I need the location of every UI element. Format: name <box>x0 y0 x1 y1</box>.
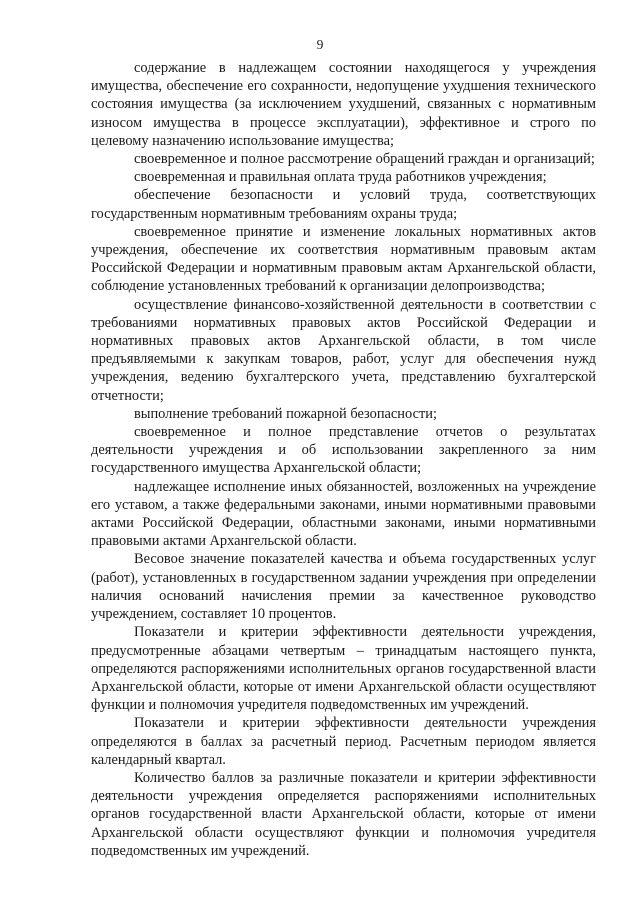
document-body <box>91 59 596 860</box>
paragraph: своевременное принятие и изменение локальных нормативных актов учреждения, обеспечение их соответствия нормативным правовым актам Российской Федерации и нормативным правовым актам Архангельской области, соблюдение установленных требований к организации делопроизводства; <box>91 223 596 295</box>
paragraph: Весовое значение показателей качества и объема государственных услуг (работ), установленных в государственном задании учреждения при определении наличия оснований начисления премии за качественное руководство учреждением, составляет 10 процентов. <box>91 551 596 623</box>
paragraph: своевременная и правильная оплата труда работников учреждения; <box>134 169 547 186</box>
paragraph: своевременное и полное рассмотрение обращений граждан и организаций; <box>134 151 595 168</box>
paragraph: надлежащее исполнение иных обязанностей, возложенных на учреждение его уставом, а также федеральными законами, иными нормативными правовыми актами Российской Федерации, областными законами, иными нормативными правовыми актами Архангельской области. <box>91 478 596 550</box>
paragraph: Количество баллов за различные показатели и критерии эффективности деятельности учреждения определяется распоряжениями исполнительных органов государственной власти Архангельской области, которые от имени Архангельской области осуществляют функции и полномочия учредителя подведомственных им учреждений. <box>91 769 596 859</box>
page-number: 9 <box>316 37 324 52</box>
paragraph: выполнение требований пожарной безопасности; <box>134 405 437 422</box>
paragraph: Показатели и критерии эффективности деятельности учреждения, предусмотренные абзацами четвертым – тринадцатым настоящего пункта, определяются распоряжениями исполнительных органов государственной власти Архангельской области, которые от имени Архангельской области осуществляют функции и полномочия учредителя подведомственных им учреждений. <box>91 624 596 714</box>
paragraph: осуществление финансово-хозяйственной деятельности в соответствии с требованиями нормативных правовых актов Российской Федерации и нормативных правовых актов Архангельской области, в том числе предъявляемыми к закупкам товаров, работ, услуг для обеспечения нужд учреждения, ведению бухгалтерского учета, представлению бухгалтерской отчетности; <box>91 296 596 404</box>
paragraph: своевременное и полное представление отчетов о результатах деятельности учреждения и об использовании закрепленного за ним государственного имущества Архангельской области; <box>91 424 596 477</box>
paragraph: обеспечение безопасности и условий труда, соответствующих государственным нормативным требованиям охраны труда; <box>91 187 596 222</box>
paragraph: Показатели и критерии эффективности деятельности учреждения определяются в баллах за расчетный период. Расчетным периодом является календарный квартал. <box>91 715 596 768</box>
paragraph: содержание в надлежащем состоянии находящегося у учреждения имущества, обеспечение его сохранности, недопущение ухудшения технического состояния имущества (за исключением ухудшений, связанных с нормативным износом имущества в процессе эксплуатации), эффективное и строго по целевому назначению использование имущества; <box>91 60 596 149</box>
